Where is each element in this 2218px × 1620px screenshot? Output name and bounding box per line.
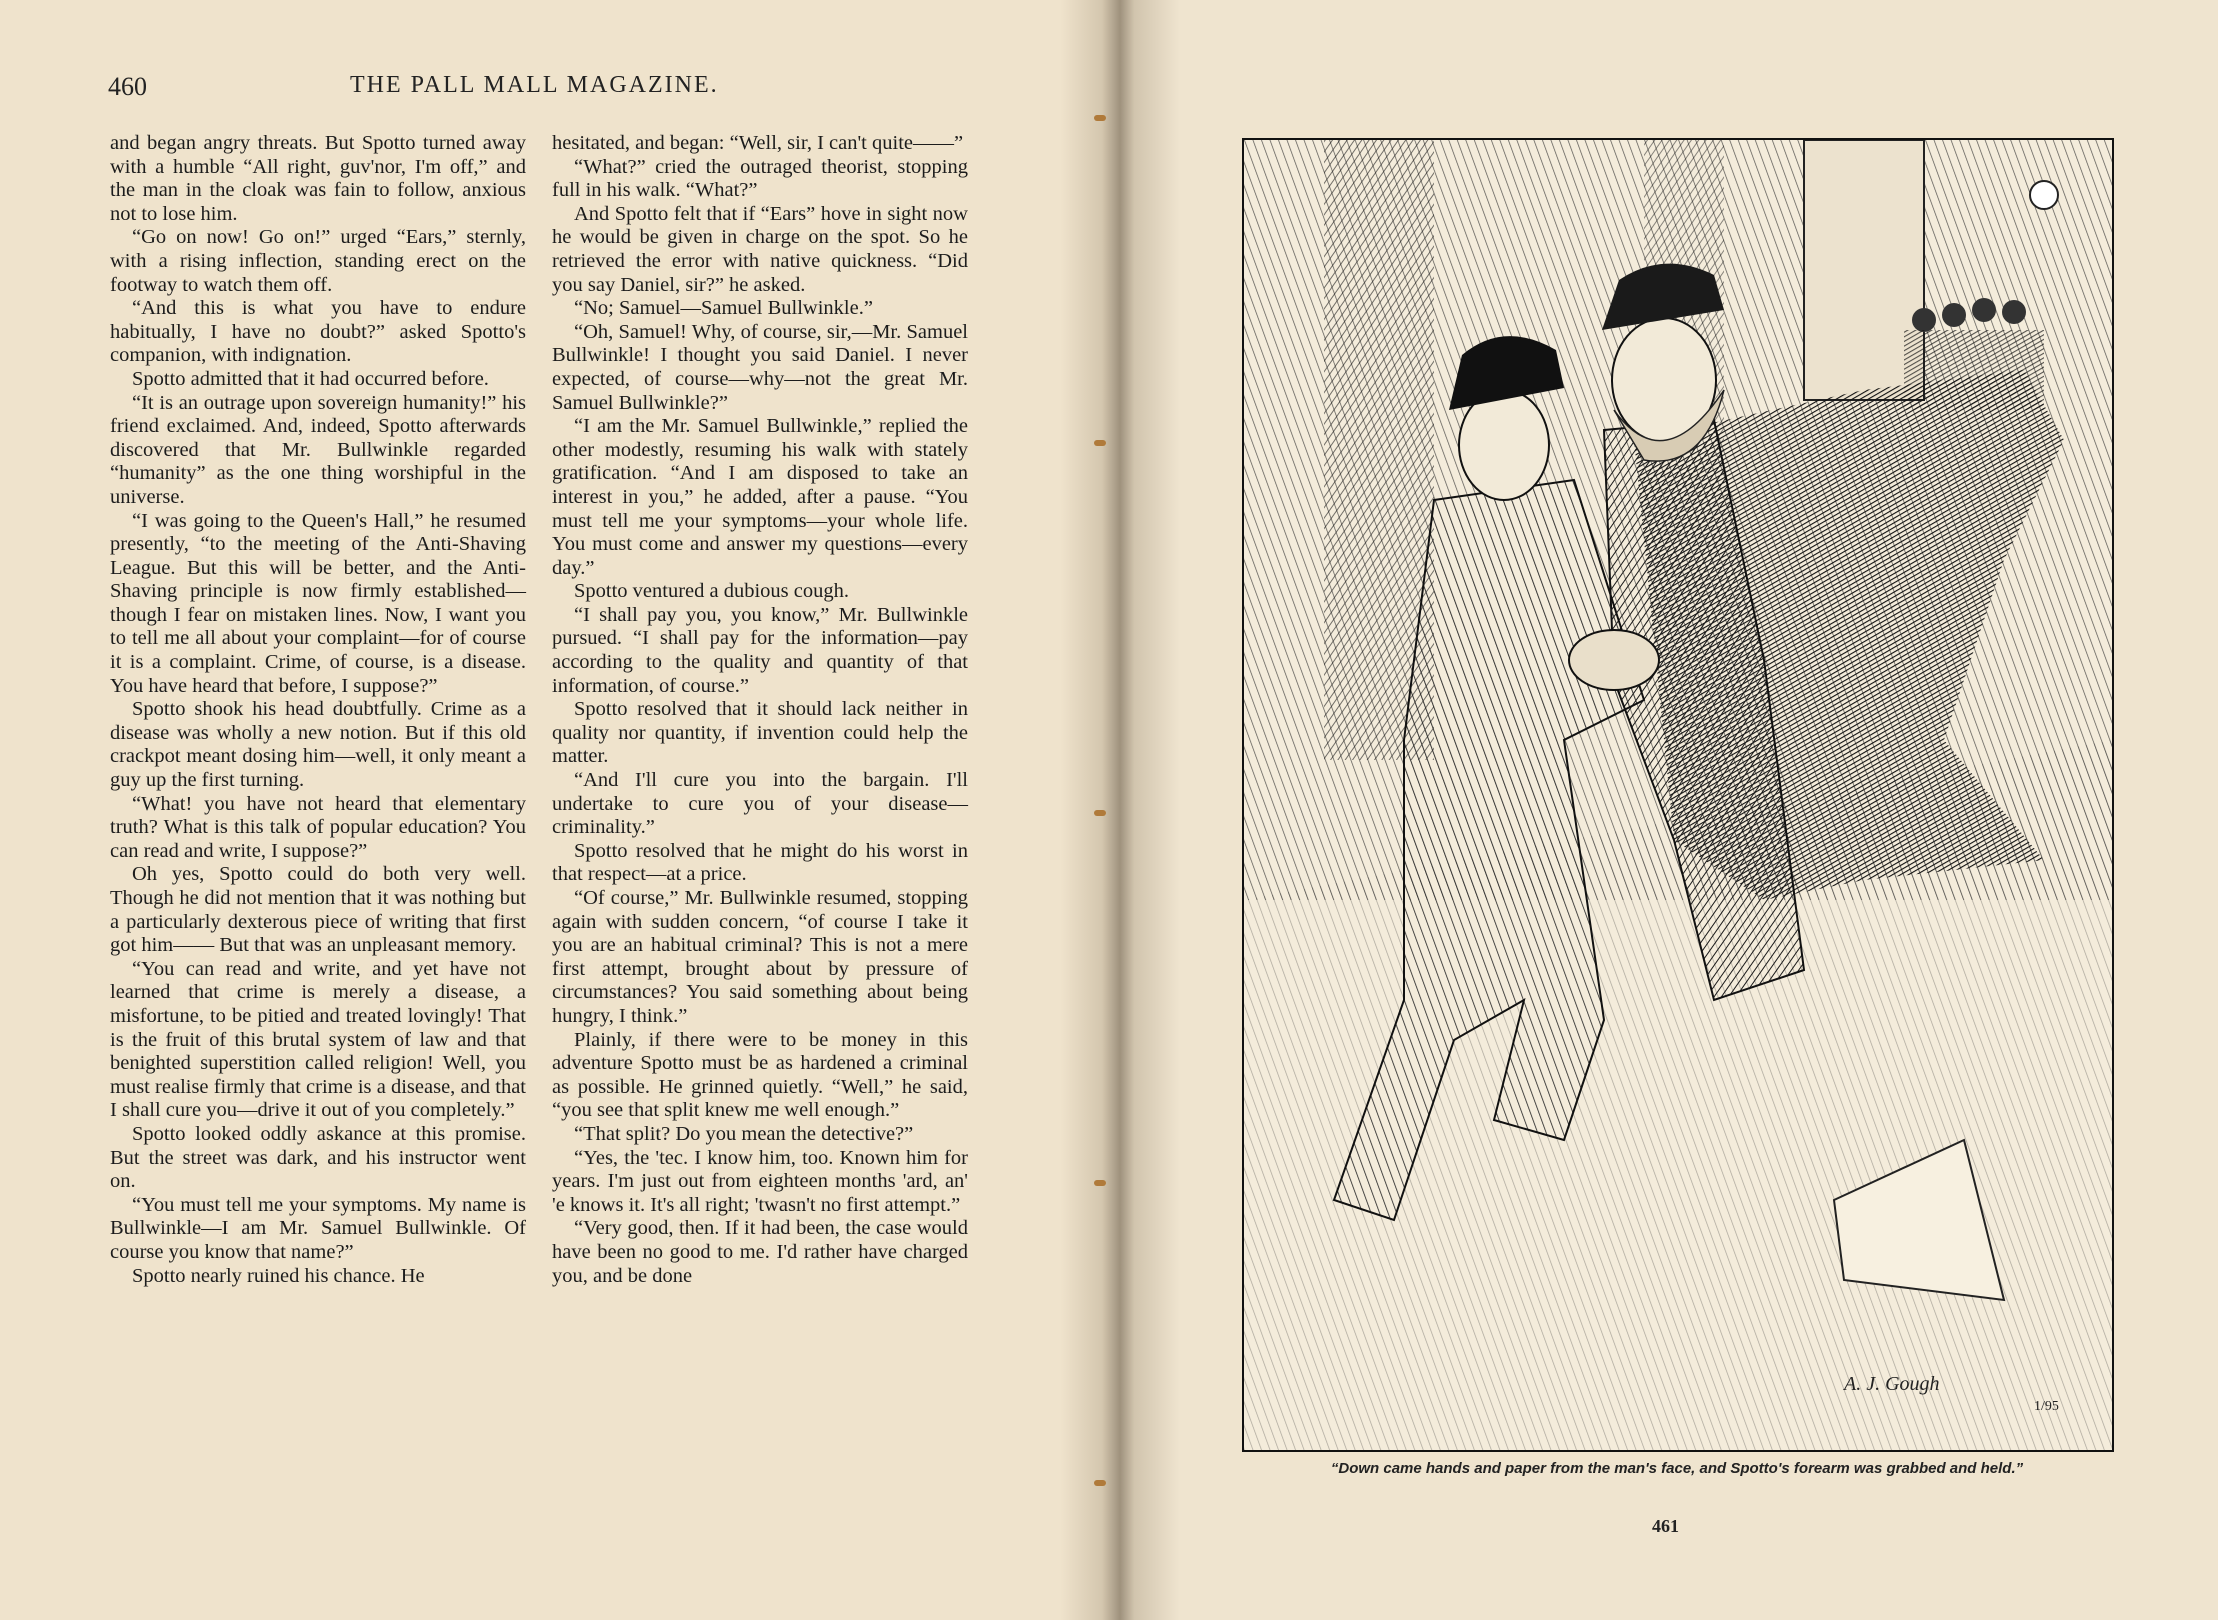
book-gutter [1060,0,1180,1620]
paragraph: Plainly, if there were to be money in this adventure Spotto must be as hardened a criminal as possible. He grinned quietly. “Well,” he said, “you see that split knew me well enough.” [552,1028,968,1122]
paragraph: “You must tell me your symptoms. My name is Bullwinkle—I am Mr. Samuel Bullwinkle. Of course you know that name?” [110,1193,526,1263]
binding-thread [1094,440,1106,446]
paragraph: “It is an outrage upon sovereign humanity!” his friend exclaimed. And, indeed, Spotto afterwards discovered that Mr. Bullwinkle regarded “humanity” as the one thing worshipful in the universe. [110,391,526,508]
paragraph: Spotto ventured a dubious cough. [574,580,850,603]
paragraph: Spotto nearly ruined his chance. He [132,1264,425,1287]
paragraph: “Yes, the 'tec. I know him, too. Known him for years. I'm just out from eighteen months 'ard, an' 'e knows it. It's all right; 'twasn't no first attempt.” [552,1146,968,1216]
paragraph: Spotto resolved that he might do his worst in that respect—at a price. [552,839,968,886]
street-lamp [2030,181,2058,209]
binding-thread [1094,1480,1106,1486]
paragraph: “I am the Mr. Samuel Bullwinkle,” replied the other modestly, resuming his walk with stately gratification. “And I am disposed to take an interest in you,” he added, after a pause. “You must tell me your symptoms—your whole life. You must come and answer my questions—every day.” [552,415,968,579]
paragraph: Spotto looked oddly askance at this promise. But the street was dark, and his instructor went on. [110,1122,526,1193]
binding-thread [1094,115,1106,121]
paragraph: “Oh, Samuel! Why, of course, sir,—Mr. Samuel Bullwinkle! I thought you said Daniel. I never expected, of course—why—not the great Mr. Samuel Bullwinkle?” [552,320,968,414]
paragraph: And Spotto felt that if “Ears” hove in sight now he would be given in charge on the spot. So he retrieved the error with native quickness. “Did you say Daniel, sir?” he asked. [552,202,968,296]
paragraph: “What?” cried the outraged theorist, stopping full in his walk. “What?” [552,155,968,202]
illustration [1242,138,2114,1452]
paragraph: “That split? Do you mean the detective?” [574,1122,914,1145]
paragraph: hesitated, and began: “Well, sir, I can't quite——” [552,132,964,154]
paragraph: Spotto shook his head doubtfully. Crime as a disease was wholly a new notion. But if this old crackpot meant dosing him—well, it only meant a guy up the first turning. [110,698,526,792]
illustration-date: 1/95 [2034,1399,2059,1414]
illustration-caption: “Down came hands and paper from the man's face, and Spotto's forearm was grabbed and held.” [1330,1460,2024,1477]
text-column-2 [552,132,968,1288]
paragraph: “You can read and write, and yet have not learned that crime is merely a disease, a misfortune, to be pitied and treated lovingly! That is the fruit of this brutal system of law and that benighted superstition called religion! Well, you must realise firmly that crime is a disease, and that I shall cure you—drive it out of you completely.” [110,957,526,1122]
paragraph: “Of course,” Mr. Bullwinkle resumed, stopping again with sudden concern, “of course I take it you are an habitual criminal? This is not a mere first attempt, brought about by pressure of circumstances? You said something about being hungry, I think.” [552,887,968,1027]
paragraph: and began angry threats. But Spotto turned away with a humble “All right, guv'nor, I'm off,” and the man in the cloak was fain to follow, anxious not to lose him. [110,132,526,225]
paragraph: Spotto admitted that it had occurred before. [132,367,489,390]
paragraph: “And this is what you have to endure habitually, I have no doubt?” asked Spotto's companion, with indignation. [110,297,526,367]
paragraph: “Very good, then. If it had been, the case would have been no good to me. I'd rather have charged you, and be done [552,1217,968,1287]
paragraph: “Go on now! Go on!” urged “Ears,” sternly, with a rising inflection, standing erect on the footway to watch them off. [110,226,526,296]
grasping-hands [1569,630,1659,690]
paragraph: “No; Samuel—Samuel Bullwinkle.” [574,297,873,320]
engraving-illustration [1244,140,2112,1450]
binding-thread [1094,1180,1106,1186]
paragraph: “I shall pay you, you know,” Mr. Bullwinkle pursued. “I shall pay for the information—pay according to the quality and quantity of that information, of course.” [552,603,968,697]
running-head: THE PALL MALL MAGAZINE. [350,72,719,98]
text-column-1 [110,132,526,1288]
paragraph: Spotto resolved that it should lack neither in quality nor quantity, if invention could help the matter. [552,698,968,768]
spotto-head [1459,390,1549,500]
artist-signature: A. J. Gough [1844,1373,1940,1395]
binding-thread [1094,810,1106,816]
paragraph: “What! you have not heard that elementary truth? What is this talk of popular education? You can read and write, I suppose?” [110,792,526,862]
paragraph: “I was going to the Queen's Hall,” he resumed presently, “to the meeting of the Anti-Shaving League. But this will be better, and the Anti-Shaving principle is now firmly established—though I fear on mistaken lines. Now, I want you to tell me all about your complaint—for of course it is a complaint. Crime, of course, is a disease. You have heard that before, I suppose?” [110,509,526,697]
paragraph: “And I'll cure you into the bargain. I'll undertake to cure you of your disease—criminality.” [552,769,968,839]
paragraph: Oh yes, Spotto could do both very well. Though he did not mention that it was nothing but a particularly dexterous piece of writing that first got him—— But that was an unpleasant memory. [110,863,526,957]
page-number-right: 461 [1652,1516,1679,1536]
page-number-left: 460 [108,72,147,101]
